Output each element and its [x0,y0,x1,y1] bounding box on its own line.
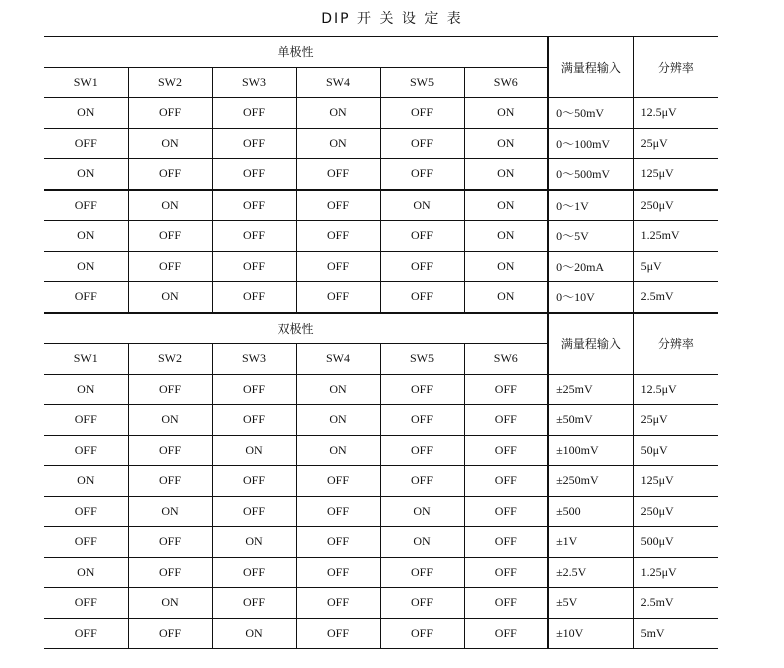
switch-state-cell: OFF [44,190,128,221]
switch-column-header: SW4 [296,344,380,375]
range-header: 满量程输入 [548,313,633,375]
switch-state-cell: ON [128,588,212,619]
table-row [44,496,718,527]
switch-state-cell: OFF [296,618,380,649]
switch-state-cell: OFF [464,405,548,436]
switch-state-cell: OFF [464,618,548,649]
switch-state-cell: OFF [212,588,296,619]
range-cell: ±1V [548,527,633,558]
switch-column-header: SW6 [464,344,548,375]
switch-state-cell: OFF [380,405,464,436]
resolution-cell: 5μV [633,251,718,282]
switch-state-cell: OFF [296,496,380,527]
resolution-cell: 125μV [633,466,718,497]
switch-state-cell: OFF [44,588,128,619]
switch-state-cell: OFF [296,251,380,282]
switch-state-cell: OFF [128,527,212,558]
switch-state-cell: OFF [128,251,212,282]
switch-column-header: SW1 [44,67,128,98]
range-cell: ±50mV [548,405,633,436]
resolution-cell: 25μV [633,405,718,436]
table-row [44,374,718,405]
resolution-cell: 500μV [633,527,718,558]
resolution-cell: 25μV [633,128,718,159]
switch-state-cell: ON [464,251,548,282]
switch-state-cell: ON [44,557,128,588]
switch-state-cell: OFF [464,466,548,497]
switch-state-cell: ON [44,159,128,190]
switch-state-cell: ON [464,159,548,190]
switch-state-cell: OFF [380,221,464,252]
switch-column-header: SW2 [128,344,212,375]
range-cell: 0～1V [548,190,633,221]
switch-state-cell: OFF [44,435,128,466]
switch-state-cell: OFF [212,496,296,527]
table-row [44,466,718,497]
switch-column-header: SW5 [380,67,464,98]
switch-state-cell: OFF [380,128,464,159]
switch-state-cell: OFF [44,618,128,649]
resolution-cell: 2.5mV [633,588,718,619]
resolution-cell: 250μV [633,190,718,221]
resolution-cell: 125μV [633,159,718,190]
switch-state-cell: OFF [212,466,296,497]
resolution-cell: 12.5μV [633,98,718,129]
switch-state-cell: OFF [296,557,380,588]
switch-state-cell: OFF [212,221,296,252]
switch-state-cell: OFF [464,588,548,619]
table-row [44,588,718,619]
switch-state-cell: OFF [380,557,464,588]
range-cell: 0～20mA [548,251,633,282]
resolution-cell: 1.25mV [633,221,718,252]
resolution-cell: 250μV [633,496,718,527]
switch-column-header: SW6 [464,67,548,98]
table-row [44,527,718,558]
switch-state-cell: ON [464,282,548,313]
switch-state-cell: ON [44,98,128,129]
switch-state-cell: OFF [296,282,380,313]
range-cell: ±5V [548,588,633,619]
switch-state-cell: ON [128,190,212,221]
switch-state-cell: OFF [296,527,380,558]
switch-state-cell: OFF [212,98,296,129]
table-row [44,159,718,190]
switch-state-cell: ON [44,466,128,497]
resolution-cell: 1.25μV [633,557,718,588]
switch-state-cell: ON [464,98,548,129]
switch-state-cell: ON [128,496,212,527]
range-cell: 0～10V [548,282,633,313]
switch-state-cell: ON [380,527,464,558]
switch-state-cell: OFF [128,466,212,497]
switch-state-cell: OFF [380,98,464,129]
switch-state-cell: ON [380,190,464,221]
switch-state-cell: OFF [464,374,548,405]
switch-state-cell: OFF [212,405,296,436]
table-row [44,128,718,159]
switch-state-cell: OFF [380,251,464,282]
range-cell: 0～500mV [548,159,633,190]
switch-state-cell: OFF [380,159,464,190]
switch-state-cell: OFF [128,98,212,129]
switch-state-cell: OFF [212,128,296,159]
switch-state-cell: OFF [44,405,128,436]
range-cell: ±500 [548,496,633,527]
switch-state-cell: OFF [296,190,380,221]
switch-state-cell: ON [464,128,548,159]
switch-state-cell: OFF [128,159,212,190]
range-cell: ±25mV [548,374,633,405]
switch-column-header: SW5 [380,344,464,375]
switch-state-cell: OFF [380,374,464,405]
switch-state-cell: OFF [212,190,296,221]
switch-state-cell: OFF [44,128,128,159]
switch-state-cell: ON [44,251,128,282]
switch-state-cell: ON [128,282,212,313]
switch-state-cell: OFF [380,435,464,466]
switch-state-cell: OFF [464,557,548,588]
switch-column-header: SW3 [212,67,296,98]
resolution-cell: 50μV [633,435,718,466]
table-row [44,405,718,436]
table-row [44,98,718,129]
table-row [44,251,718,282]
switch-state-cell: ON [44,374,128,405]
switch-state-cell: OFF [380,466,464,497]
switch-state-cell: OFF [296,159,380,190]
switch-state-cell: ON [296,374,380,405]
switch-state-cell: ON [128,405,212,436]
switch-state-cell: ON [212,618,296,649]
dip-switch-table [44,36,718,649]
range-cell: ±2.5V [548,557,633,588]
range-cell: 0～50mV [548,98,633,129]
section-heading-row [44,37,718,68]
switch-state-cell: ON [296,435,380,466]
resolution-cell: 5mV [633,618,718,649]
switch-state-cell: ON [128,128,212,159]
switch-column-header: SW1 [44,344,128,375]
page-title: DIP 开 关 设 定 表 [321,11,463,27]
switch-state-cell: OFF [212,159,296,190]
resolution-header: 分辨率 [633,37,718,98]
switch-state-cell: OFF [464,496,548,527]
switch-state-cell: ON [296,128,380,159]
range-cell: ±250mV [548,466,633,497]
table-body [44,37,718,649]
range-cell: 0～100mV [548,128,633,159]
switch-state-cell: ON [212,435,296,466]
section-heading: 双极性 [44,313,548,344]
switch-state-cell: OFF [296,588,380,619]
switch-state-cell: OFF [128,221,212,252]
switch-column-header: SW3 [212,344,296,375]
switch-column-header: SW4 [296,67,380,98]
switch-state-cell: ON [296,405,380,436]
switch-state-cell: OFF [380,282,464,313]
table-row [44,557,718,588]
switch-state-cell: OFF [44,496,128,527]
switch-state-cell: OFF [44,527,128,558]
switch-state-cell: OFF [212,251,296,282]
switch-state-cell: OFF [212,557,296,588]
section-heading: 单极性 [44,37,548,68]
switch-state-cell: OFF [44,282,128,313]
table-row [44,435,718,466]
switch-state-cell: OFF [128,374,212,405]
range-cell: 0～5V [548,221,633,252]
resolution-header: 分辨率 [633,313,718,375]
switch-state-cell: OFF [212,374,296,405]
range-cell: ±10V [548,618,633,649]
table-row [44,618,718,649]
table-row [44,190,718,221]
switch-state-cell: ON [380,496,464,527]
table-row [44,221,718,252]
switch-column-header: SW2 [128,67,212,98]
switch-state-cell: ON [464,190,548,221]
range-header: 满量程输入 [548,37,633,98]
switch-state-cell: ON [44,221,128,252]
switch-state-cell: OFF [464,527,548,558]
switch-state-cell: ON [212,527,296,558]
switch-state-cell: ON [464,221,548,252]
range-cell: ±100mV [548,435,633,466]
switch-state-cell: OFF [296,466,380,497]
resolution-cell: 12.5μV [633,374,718,405]
switch-state-cell: OFF [128,435,212,466]
switch-state-cell: OFF [380,588,464,619]
switch-state-cell: OFF [128,557,212,588]
switch-state-cell: OFF [212,282,296,313]
section-heading-row [44,313,718,344]
switch-state-cell: OFF [128,618,212,649]
resolution-cell: 2.5mV [633,282,718,313]
switch-state-cell: OFF [296,221,380,252]
switch-state-cell: ON [296,98,380,129]
switch-state-cell: OFF [464,435,548,466]
switch-state-cell: OFF [380,618,464,649]
table-row [44,282,718,313]
